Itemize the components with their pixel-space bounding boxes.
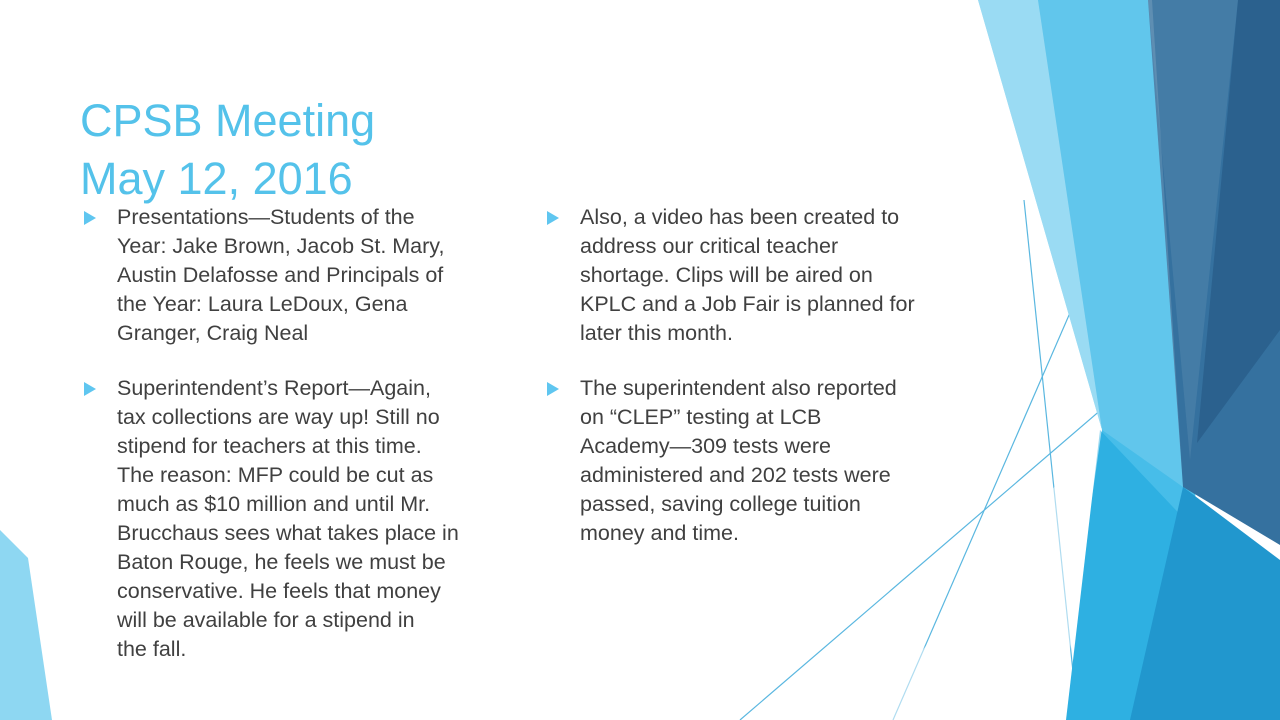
slide-title: CPSB Meeting May 12, 2016 (80, 95, 376, 205)
bullet-item (84, 374, 516, 664)
bullet-item (547, 374, 959, 548)
bullet-text: The superintendent also reported on “CLEP” testing at LCB Academy—309 tests were administered and 202 tests were passed, saving college tuition money and time. (580, 376, 897, 545)
bullet-item (84, 203, 516, 348)
bullet-item (547, 203, 959, 348)
right-column (547, 203, 959, 574)
bullet-text: Presentations—Students of the Year: Jake Brown, Jacob St. Mary, Austin Delafosse and Principals of the Year: Laura LeDoux, Gena Granger, Craig Neal (117, 205, 445, 345)
triangle-bullet-icon (547, 203, 580, 348)
triangle-bullet-icon (84, 374, 117, 664)
triangle-bullet-icon (84, 203, 117, 348)
triangle-bullet-icon (547, 374, 580, 548)
left-column (84, 203, 516, 690)
bullet-text: Superintendent’s Report—Again, tax collections are way up! Still no stipend for teachers at this time. The reason: MFP could be cut as much as $10 million and until Mr. Brucchaus sees what takes place in Baton Rouge, he feels we must be conservative. He feels that money will be available for a stipend in the fall. (117, 376, 459, 661)
bullet-text: Also, a video has been created to address our critical teacher shortage. Clips will be aired on KPLC and a Job Fair is planned for later this month. (580, 205, 915, 345)
